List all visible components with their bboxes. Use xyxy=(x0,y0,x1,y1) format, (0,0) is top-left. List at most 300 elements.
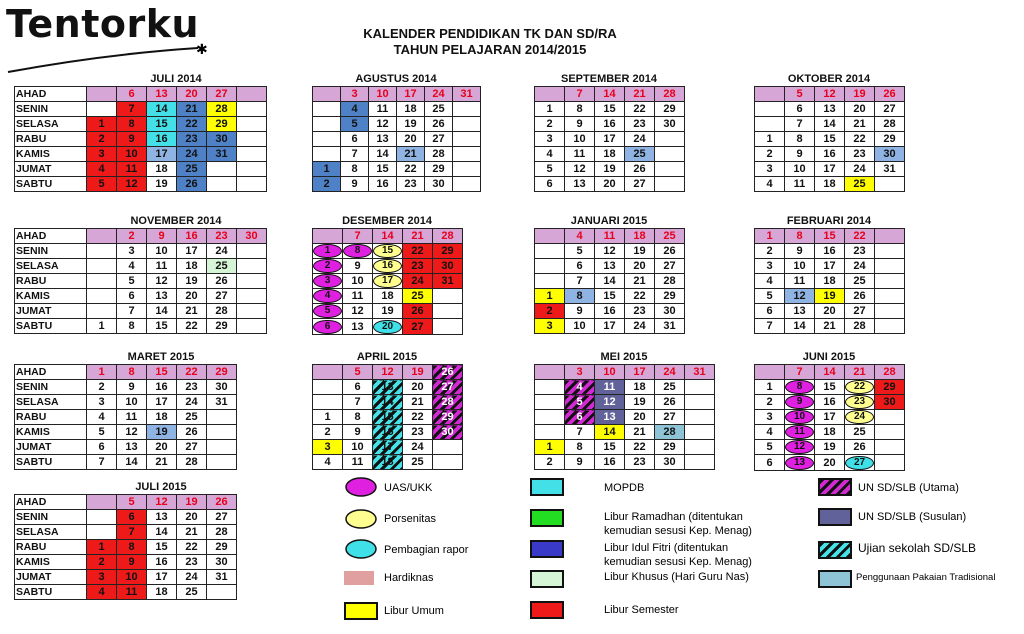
date-cell: 25 xyxy=(403,289,433,304)
date-cell: 10 xyxy=(565,319,595,334)
week-row xyxy=(755,244,905,259)
libur-umum-swatch xyxy=(344,602,378,620)
date-cell xyxy=(237,244,267,259)
date-cell: 5 xyxy=(87,425,117,440)
date-cell: 2 xyxy=(755,147,785,162)
date-cell: 10 xyxy=(117,147,147,162)
date-cell: 18 xyxy=(815,177,845,192)
date-cell: 8 xyxy=(117,540,147,555)
date-cell: 15 xyxy=(815,380,845,395)
date-cell xyxy=(313,229,343,244)
date-cell: 17 xyxy=(147,395,177,410)
date-cell xyxy=(207,177,237,192)
date-cell: 9 xyxy=(117,132,147,147)
date-cell: 9 xyxy=(785,244,815,259)
date-cell xyxy=(433,304,463,319)
date-cell: 22 xyxy=(177,117,207,132)
date-cell xyxy=(685,440,715,455)
day-name: AHAD xyxy=(15,495,87,510)
date-cell: 7 xyxy=(117,525,147,540)
date-cell xyxy=(535,395,565,410)
date-cell: 23 xyxy=(403,425,433,440)
date-cell: 17 xyxy=(397,87,425,102)
date-cell: 26 xyxy=(433,365,463,380)
date-cell: 16 xyxy=(595,455,625,470)
day-name: KAMIS xyxy=(15,555,87,570)
date-cell xyxy=(535,274,565,289)
date-cell xyxy=(237,304,267,319)
date-cell xyxy=(845,380,875,395)
date-cell xyxy=(313,259,343,274)
day-name: JUMAT xyxy=(15,162,87,177)
uas-ukk-swatch-icon xyxy=(344,476,378,498)
date-cell: 20 xyxy=(625,410,655,425)
date-cell: 25 xyxy=(425,102,453,117)
date-oval: 1 xyxy=(313,244,341,258)
date-cell: 11 xyxy=(117,585,147,600)
day-name: RABU xyxy=(15,274,87,289)
date-cell: 7 xyxy=(565,425,595,440)
week-row xyxy=(535,289,685,304)
date-cell: 9 xyxy=(341,177,369,192)
date-cell: 25 xyxy=(655,380,685,395)
date-cell: 15 xyxy=(147,117,177,132)
date-cell: 2 xyxy=(87,132,117,147)
date-cell: 26 xyxy=(625,162,655,177)
date-cell xyxy=(685,410,715,425)
day-name: SENIN xyxy=(15,244,87,259)
date-cell: 11 xyxy=(785,177,815,192)
date-cell: 6 xyxy=(117,87,147,102)
day-name: KAMIS xyxy=(15,289,87,304)
date-cell xyxy=(313,102,341,117)
date-cell: 2 xyxy=(535,304,565,319)
date-cell: 2 xyxy=(117,229,147,244)
date-cell xyxy=(237,147,267,162)
week-row xyxy=(15,274,267,289)
date-cell: 2 xyxy=(87,555,117,570)
date-cell: 29 xyxy=(655,102,685,117)
date-cell xyxy=(535,244,565,259)
day-name: SABTU xyxy=(15,177,87,192)
date-cell xyxy=(755,87,785,102)
day-name: SABTU xyxy=(15,455,87,470)
pakaian-tradisional-swatch xyxy=(818,570,852,588)
day-name: SELASA xyxy=(15,395,87,410)
day-name: KAMIS xyxy=(15,147,87,162)
week-row xyxy=(15,585,237,600)
date-cell: 14 xyxy=(373,395,403,410)
date-cell: 15 xyxy=(595,289,625,304)
date-cell: 30 xyxy=(237,229,267,244)
date-cell: 12 xyxy=(595,395,625,410)
date-cell: 3 xyxy=(313,440,343,455)
date-oval: 11 xyxy=(785,425,813,439)
date-cell: 27 xyxy=(875,102,905,117)
date-cell: 4 xyxy=(755,177,785,192)
month-title: OKTOBER 2014 xyxy=(787,73,871,85)
date-cell: 10 xyxy=(343,440,373,455)
date-cell: 22 xyxy=(403,244,433,259)
date-cell: 22 xyxy=(625,440,655,455)
week-row xyxy=(535,395,715,410)
month-title: JULI 2014 xyxy=(150,73,202,85)
date-cell: 7 xyxy=(343,229,373,244)
date-cell: 28 xyxy=(433,229,463,244)
date-cell xyxy=(237,162,267,177)
date-cell: 26 xyxy=(403,304,433,319)
date-cell xyxy=(433,319,463,334)
date-cell xyxy=(313,147,341,162)
date-cell: 17 xyxy=(815,162,845,177)
week-row xyxy=(535,455,715,470)
date-cell: 6 xyxy=(535,177,565,192)
date-cell: 2 xyxy=(535,455,565,470)
date-cell xyxy=(87,304,117,319)
date-cell xyxy=(207,162,237,177)
date-cell: 30 xyxy=(655,304,685,319)
date-cell: 13 xyxy=(147,510,177,525)
week-row xyxy=(313,259,463,274)
month-title: DESEMBER 2014 xyxy=(342,215,432,227)
date-cell: 16 xyxy=(815,395,845,410)
month-calendar xyxy=(14,73,267,192)
date-cell: 15 xyxy=(815,229,845,244)
date-cell: 29 xyxy=(433,410,463,425)
date-cell xyxy=(433,455,463,470)
date-cell: 30 xyxy=(875,395,905,410)
date-cell xyxy=(373,274,403,289)
date-cell: 18 xyxy=(397,102,425,117)
date-cell: 11 xyxy=(147,259,177,274)
date-cell: 20 xyxy=(815,455,845,470)
date-cell: 3 xyxy=(87,395,117,410)
legend-label: Porsenitas xyxy=(384,513,436,525)
date-cell: 25 xyxy=(403,455,433,470)
hardiknas-swatch xyxy=(344,571,374,585)
libur-ramadhan-swatch xyxy=(530,509,564,527)
date-cell xyxy=(535,259,565,274)
date-oval: 20 xyxy=(373,320,401,334)
week-row xyxy=(535,365,715,380)
date-cell: 7 xyxy=(117,304,147,319)
month-calendar xyxy=(14,481,237,600)
date-cell: 1 xyxy=(755,380,785,395)
date-cell xyxy=(373,319,403,334)
date-cell: 5 xyxy=(535,162,565,177)
day-name: JUMAT xyxy=(15,304,87,319)
date-cell: 19 xyxy=(815,289,845,304)
logo: Tentorku xyxy=(6,2,200,46)
date-cell xyxy=(343,244,373,259)
date-cell: 7 xyxy=(785,365,815,380)
date-cell xyxy=(755,117,785,132)
date-cell xyxy=(785,395,815,410)
date-cell: 18 xyxy=(625,229,655,244)
date-cell: 20 xyxy=(595,177,625,192)
date-cell: 30 xyxy=(425,177,453,192)
date-cell: 13 xyxy=(369,132,397,147)
date-cell: 3 xyxy=(535,132,565,147)
date-cell: 23 xyxy=(625,455,655,470)
date-cell: 12 xyxy=(785,289,815,304)
date-cell: 3 xyxy=(341,87,369,102)
week-row xyxy=(535,440,715,455)
week-row xyxy=(755,425,905,440)
month-calendar xyxy=(14,351,237,470)
week-row xyxy=(313,380,463,395)
date-cell xyxy=(313,319,343,334)
month-title: NOVEMBER 2014 xyxy=(130,215,222,227)
date-cell: 24 xyxy=(177,395,207,410)
date-cell xyxy=(237,274,267,289)
date-cell: 11 xyxy=(565,147,595,162)
date-cell: 4 xyxy=(565,380,595,395)
date-oval: 3 xyxy=(313,274,341,288)
date-cell xyxy=(875,244,905,259)
date-cell: 22 xyxy=(397,162,425,177)
date-cell: 30 xyxy=(875,147,905,162)
month-calendar xyxy=(754,215,905,334)
date-cell: 13 xyxy=(595,410,625,425)
date-oval: 2 xyxy=(313,259,341,273)
date-cell: 13 xyxy=(147,289,177,304)
date-cell: 24 xyxy=(403,440,433,455)
day-name: SENIN xyxy=(15,380,87,395)
week-row xyxy=(15,319,267,334)
date-cell xyxy=(755,365,785,380)
date-cell: 20 xyxy=(403,380,433,395)
date-cell: 29 xyxy=(655,289,685,304)
date-cell: 4 xyxy=(755,274,785,289)
date-cell: 30 xyxy=(207,555,237,570)
date-cell: 5 xyxy=(117,274,147,289)
date-cell xyxy=(755,102,785,117)
week-row xyxy=(755,410,905,425)
date-cell xyxy=(207,410,237,425)
date-cell: 12 xyxy=(565,162,595,177)
date-cell: 3 xyxy=(87,147,117,162)
week-row xyxy=(535,177,685,192)
date-cell xyxy=(87,289,117,304)
date-cell: 21 xyxy=(625,87,655,102)
date-cell: 16 xyxy=(147,555,177,570)
date-cell xyxy=(373,259,403,274)
date-cell: 3 xyxy=(535,319,565,334)
date-cell: 10 xyxy=(595,365,625,380)
week-row xyxy=(313,177,481,192)
date-cell xyxy=(453,117,481,132)
date-cell xyxy=(313,117,341,132)
date-cell: 15 xyxy=(369,162,397,177)
date-cell: 2 xyxy=(87,380,117,395)
week-row xyxy=(15,229,267,244)
month-title: MARET 2015 xyxy=(127,351,195,363)
date-cell: 29 xyxy=(207,319,237,334)
date-cell: 16 xyxy=(369,177,397,192)
date-cell: 15 xyxy=(595,102,625,117)
date-cell xyxy=(875,177,905,192)
date-cell: 4 xyxy=(565,229,595,244)
date-cell: 30 xyxy=(433,425,463,440)
day-name: SABTU xyxy=(15,585,87,600)
week-row xyxy=(15,259,267,274)
date-cell xyxy=(453,177,481,192)
week-row xyxy=(15,410,237,425)
date-cell xyxy=(875,229,905,244)
date-cell: 28 xyxy=(207,102,237,117)
date-cell: 1 xyxy=(755,229,785,244)
date-cell: 24 xyxy=(655,365,685,380)
date-cell: 20 xyxy=(147,440,177,455)
week-row xyxy=(755,440,905,455)
week-row xyxy=(755,304,905,319)
date-cell: 27 xyxy=(207,510,237,525)
logo-swoosh-icon xyxy=(6,42,208,76)
date-cell: 7 xyxy=(785,117,815,132)
date-cell: 29 xyxy=(207,540,237,555)
date-cell: 18 xyxy=(625,380,655,395)
date-cell: 14 xyxy=(147,102,177,117)
date-cell: 12 xyxy=(117,177,147,192)
date-cell: 30 xyxy=(207,132,237,147)
date-cell: 1 xyxy=(87,540,117,555)
date-cell: 28 xyxy=(433,395,463,410)
date-cell: 25 xyxy=(625,147,655,162)
date-cell: 9 xyxy=(565,117,595,132)
date-cell: 5 xyxy=(343,365,373,380)
date-cell: 22 xyxy=(403,410,433,425)
date-cell: 3 xyxy=(117,244,147,259)
month-calendar xyxy=(754,351,905,471)
date-cell xyxy=(785,425,815,440)
date-cell xyxy=(313,395,343,410)
week-row xyxy=(755,147,905,162)
date-cell: 8 xyxy=(117,319,147,334)
date-cell: 10 xyxy=(117,570,147,585)
date-cell: 31 xyxy=(433,274,463,289)
date-cell xyxy=(237,117,267,132)
date-cell: 23 xyxy=(397,177,425,192)
week-row xyxy=(15,425,237,440)
date-cell: 25 xyxy=(207,259,237,274)
date-cell: 16 xyxy=(595,117,625,132)
day-name: RABU xyxy=(15,132,87,147)
date-cell: 20 xyxy=(845,102,875,117)
week-row xyxy=(755,177,905,192)
date-cell xyxy=(535,380,565,395)
date-cell: 28 xyxy=(177,455,207,470)
date-cell: 3 xyxy=(565,365,595,380)
week-row xyxy=(535,132,685,147)
date-oval: 12 xyxy=(785,440,813,454)
month-calendar xyxy=(312,73,481,192)
date-cell xyxy=(845,395,875,410)
day-name: AHAD xyxy=(15,365,87,380)
date-cell xyxy=(655,162,685,177)
date-cell: 13 xyxy=(343,319,373,334)
date-cell xyxy=(87,244,117,259)
date-cell: 2 xyxy=(313,177,341,192)
date-cell xyxy=(313,274,343,289)
date-cell xyxy=(875,259,905,274)
week-row xyxy=(535,380,715,395)
date-cell: 23 xyxy=(845,147,875,162)
week-row xyxy=(15,87,267,102)
week-row xyxy=(535,319,685,334)
date-cell: 12 xyxy=(147,274,177,289)
date-cell: 17 xyxy=(625,365,655,380)
legend-label: UN SD/SLB (Utama) xyxy=(858,482,959,494)
date-cell: 13 xyxy=(117,440,147,455)
date-cell: 1 xyxy=(313,162,341,177)
date-cell xyxy=(845,455,875,470)
week-row xyxy=(313,289,463,304)
date-cell: 28 xyxy=(207,304,237,319)
date-cell: 4 xyxy=(535,147,565,162)
date-cell: 29 xyxy=(207,365,237,380)
date-cell xyxy=(453,162,481,177)
date-cell: 28 xyxy=(655,274,685,289)
date-cell: 11 xyxy=(117,410,147,425)
date-cell xyxy=(685,455,715,470)
date-cell: 26 xyxy=(875,87,905,102)
date-cell: 3 xyxy=(755,259,785,274)
date-cell: 6 xyxy=(755,304,785,319)
date-cell: 18 xyxy=(177,259,207,274)
date-cell: 6 xyxy=(565,410,595,425)
week-row xyxy=(313,244,463,259)
date-cell: 28 xyxy=(655,87,685,102)
date-cell xyxy=(875,425,905,440)
week-row xyxy=(755,162,905,177)
date-cell: 21 xyxy=(177,102,207,117)
date-cell: 18 xyxy=(373,289,403,304)
month-title: APRIL 2015 xyxy=(356,351,418,363)
day-name: AHAD xyxy=(15,229,87,244)
date-cell: 30 xyxy=(207,380,237,395)
legend-label: Libur Khusus (Hari Guru Nas) xyxy=(604,571,749,583)
date-cell xyxy=(685,380,715,395)
month-calendar xyxy=(754,73,905,192)
week-row xyxy=(313,365,463,380)
date-cell xyxy=(875,319,905,334)
date-cell: 13 xyxy=(785,304,815,319)
date-cell xyxy=(87,510,117,525)
date-cell: 11 xyxy=(595,229,625,244)
date-cell: 21 xyxy=(845,117,875,132)
date-oval: 13 xyxy=(785,456,813,470)
week-row xyxy=(755,117,905,132)
date-cell xyxy=(453,147,481,162)
week-row xyxy=(15,177,267,192)
legend-label: Libur Idul Fitri (ditentukan xyxy=(604,542,729,554)
week-row xyxy=(313,410,463,425)
date-cell: 16 xyxy=(177,229,207,244)
week-row xyxy=(313,395,463,410)
date-cell: 14 xyxy=(595,425,625,440)
week-row xyxy=(313,147,481,162)
date-cell: 17 xyxy=(815,259,845,274)
date-cell: 30 xyxy=(655,117,685,132)
date-cell: 27 xyxy=(433,380,463,395)
week-row xyxy=(15,147,267,162)
date-cell xyxy=(237,319,267,334)
date-cell: 2 xyxy=(755,244,785,259)
date-cell: 18 xyxy=(815,274,845,289)
date-cell: 8 xyxy=(565,102,595,117)
week-row xyxy=(535,147,685,162)
